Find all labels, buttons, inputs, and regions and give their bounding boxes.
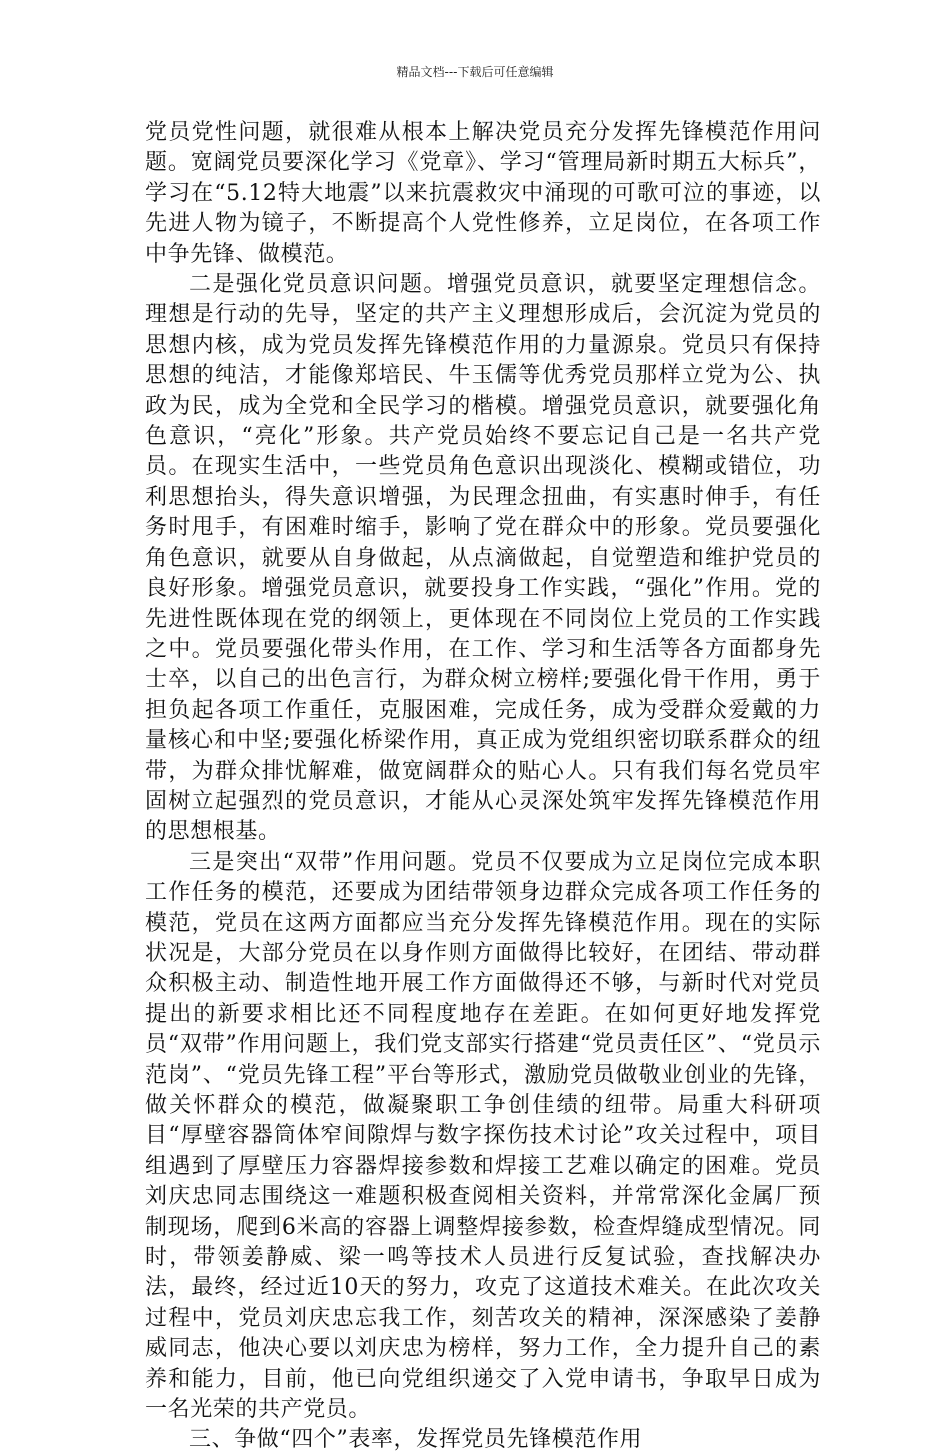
paragraph-1: 党员党性问题，就很难从根本上解决党员充分发挥先锋模范作用问题。宽阔党员要深化学习《党章》、学习“管理局新时期五大标兵”，学习在“5.12特大地震”以来抗震救灾中涌现的可歌可泣的事迹，以先进人物为镜子，不断提高个人党性修养，立足岗位，在各项工作中争先锋、做模范。: [145, 120, 821, 267]
page-header: 精品文档---下载后可任意编辑: [396, 65, 554, 79]
document-body: [145, 118, 821, 1456]
paragraph-2: 二是强化党员意识问题。增强党员意识，就要坚定理想信念。理想是行动的先导，坚定的共产主义理想形成后，会沉淀为党员的思想内核，成为党员发挥先锋模范作用的力量源泉。党员只有保持思想的纯洁，才能像郑培民、牛玉儒等优秀党员那样立党为公、执政为民，成为全党和全民学习的楷模。增强党员意识，就要强化角色意识，“亮化”形象。共产党员始终不要忘记自己是一名共产党员。在现实生活中，一些党员角色意识出现淡化、模糊或错位，功利思想抬头，得失意识增强，为民理念扭曲，有实惠时伸手，有任务时甩手，有困难时缩手，影响了党在群众中的形象。党员要强化角色意识，就要从自身做起，从点滴做起，自觉塑造和维护党员的良好形象。增强党员意识，就要投身工作实践，“强化”作用。党的先进性既体现在党的纲领上，更体现在不同岗位上党员的工作实践之中。党员要强化带头作用，在工作、学习和生活等各方面都身先士卒，以自己的出色言行，为群众树立榜样;要强化骨干作用，勇于担负起各项工作重任，克服困难，完成任务，成为受群众爱戴的力量核心和中坚;要强化桥梁作用，真正成为党组织密切联系群众的纽带，为群众排忧解难，做宽阔群众的贴心人。只有我们每名党员牢固树立起强烈的党员意识，才能从心灵深处筑牢发挥先锋模范作用的思想根基。: [145, 272, 821, 845]
paragraph-3: 三是突出“双带”作用问题。党员不仅要成为立足岗位完成本职工作任务的模范，还要成为团结带领身边群众完成各项工作任务的模范，党员在这两方面都应当充分发挥先锋模范作用。现在的实际状况是，大部分党员在以身作则方面做得比较好，在团结、带动群众积极主动、制造性地开展工作方面做得还不够，与新时代对党员提出的新要求相比还不同程度地存在差距。在如何更好地发挥党员“双带”作用问题上，我们党支部实行搭建“党员责任区”、“党员示范岗”、“党员先锋工程”平台等形式，激励党员做敬业创业的先锋，做关怀群众的模范，做凝聚职工争创佳绩的纽带。局重大科研项目“厚壁容器筒体窄间隙焊与数字探伤技术讨论”攻关过程中，项目组遇到了厚壁压力容器焊接参数和焊接工艺难以确定的困难。党员刘庆忠同志围绕这一难题积极查阅相关资料，并常常深化金属厂预制现场，爬到6米高的容器上调整焊接参数，检查焊缝成型情况。同时，带领姜静威、梁一鸣等技术人员进行反复试验，查找解决办法，最终，经过近10天的努力，攻克了这道技术难关。在此次攻关过程中，党员刘庆忠忘我工作，刻苦攻关的精神，深深感染了姜静威同志，他决心要以刘庆忠为榜样，努力工作，全力提升自己的素养和能力，目前，他已向党组织递交了入党申请书，争取早日成为一名光荣的共产党员。: [145, 849, 821, 1423]
section-heading: 三、争做“四个”表率，发挥党员先锋模范作用: [189, 1427, 643, 1453]
